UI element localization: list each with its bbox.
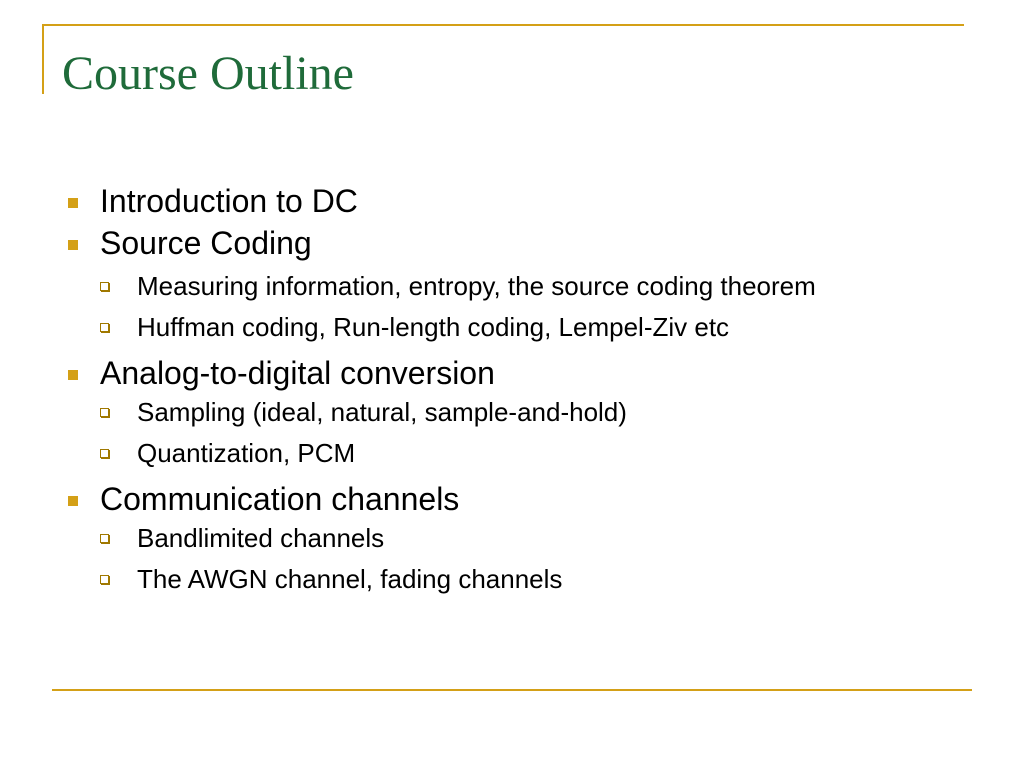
subitem-label: Huffman coding, Run-length coding, Lempel-Ziv etc — [137, 312, 730, 342]
sublist-channels — [60, 522, 960, 595]
outline-item-label: Analog-to-digital conversion — [100, 355, 495, 391]
outline-item-label: Source Coding — [100, 225, 312, 261]
outline-list — [60, 180, 960, 604]
outline-item-label: Introduction to DC — [100, 183, 358, 219]
hollow-square-bullet-icon — [100, 575, 109, 584]
subitem — [60, 270, 960, 302]
square-bullet-icon — [68, 240, 78, 250]
square-bullet-icon — [68, 198, 78, 208]
outline-item-intro — [60, 180, 960, 222]
hollow-square-bullet-icon — [100, 534, 109, 543]
subitem — [60, 563, 960, 595]
outline-item-source-coding — [60, 222, 960, 264]
hollow-square-bullet-icon — [100, 408, 109, 417]
subitem-label: The AWGN channel, fading channels — [137, 564, 563, 594]
subitem-group — [60, 396, 960, 469]
subitem-label: Measuring information, entropy, the source coding theorem — [137, 271, 816, 301]
subitem-label: Quantization, PCM — [137, 438, 356, 468]
sublist-source-coding — [60, 270, 960, 343]
hollow-square-bullet-icon — [100, 449, 109, 458]
subitem — [60, 396, 960, 428]
bottom-rule — [52, 689, 972, 691]
slide-title: Course Outline — [62, 47, 354, 100]
top-rule — [42, 24, 964, 26]
outline-item-adc — [60, 352, 960, 394]
square-bullet-icon — [68, 370, 78, 380]
subitem — [60, 522, 960, 554]
hollow-square-bullet-icon — [100, 282, 109, 291]
outline-item-label: Communication channels — [100, 481, 460, 517]
sublist-adc — [60, 396, 960, 469]
hollow-square-bullet-icon — [100, 323, 109, 332]
subitem-group — [60, 270, 960, 343]
outline-item-channels — [60, 478, 960, 520]
subitem-label: Bandlimited channels — [137, 523, 385, 553]
subitem — [60, 437, 960, 469]
subitem-group — [60, 522, 960, 595]
subitem — [60, 311, 960, 343]
subitem-label: Sampling (ideal, natural, sample-and-hold) — [137, 397, 627, 427]
left-rule — [42, 24, 44, 94]
square-bullet-icon — [68, 496, 78, 506]
